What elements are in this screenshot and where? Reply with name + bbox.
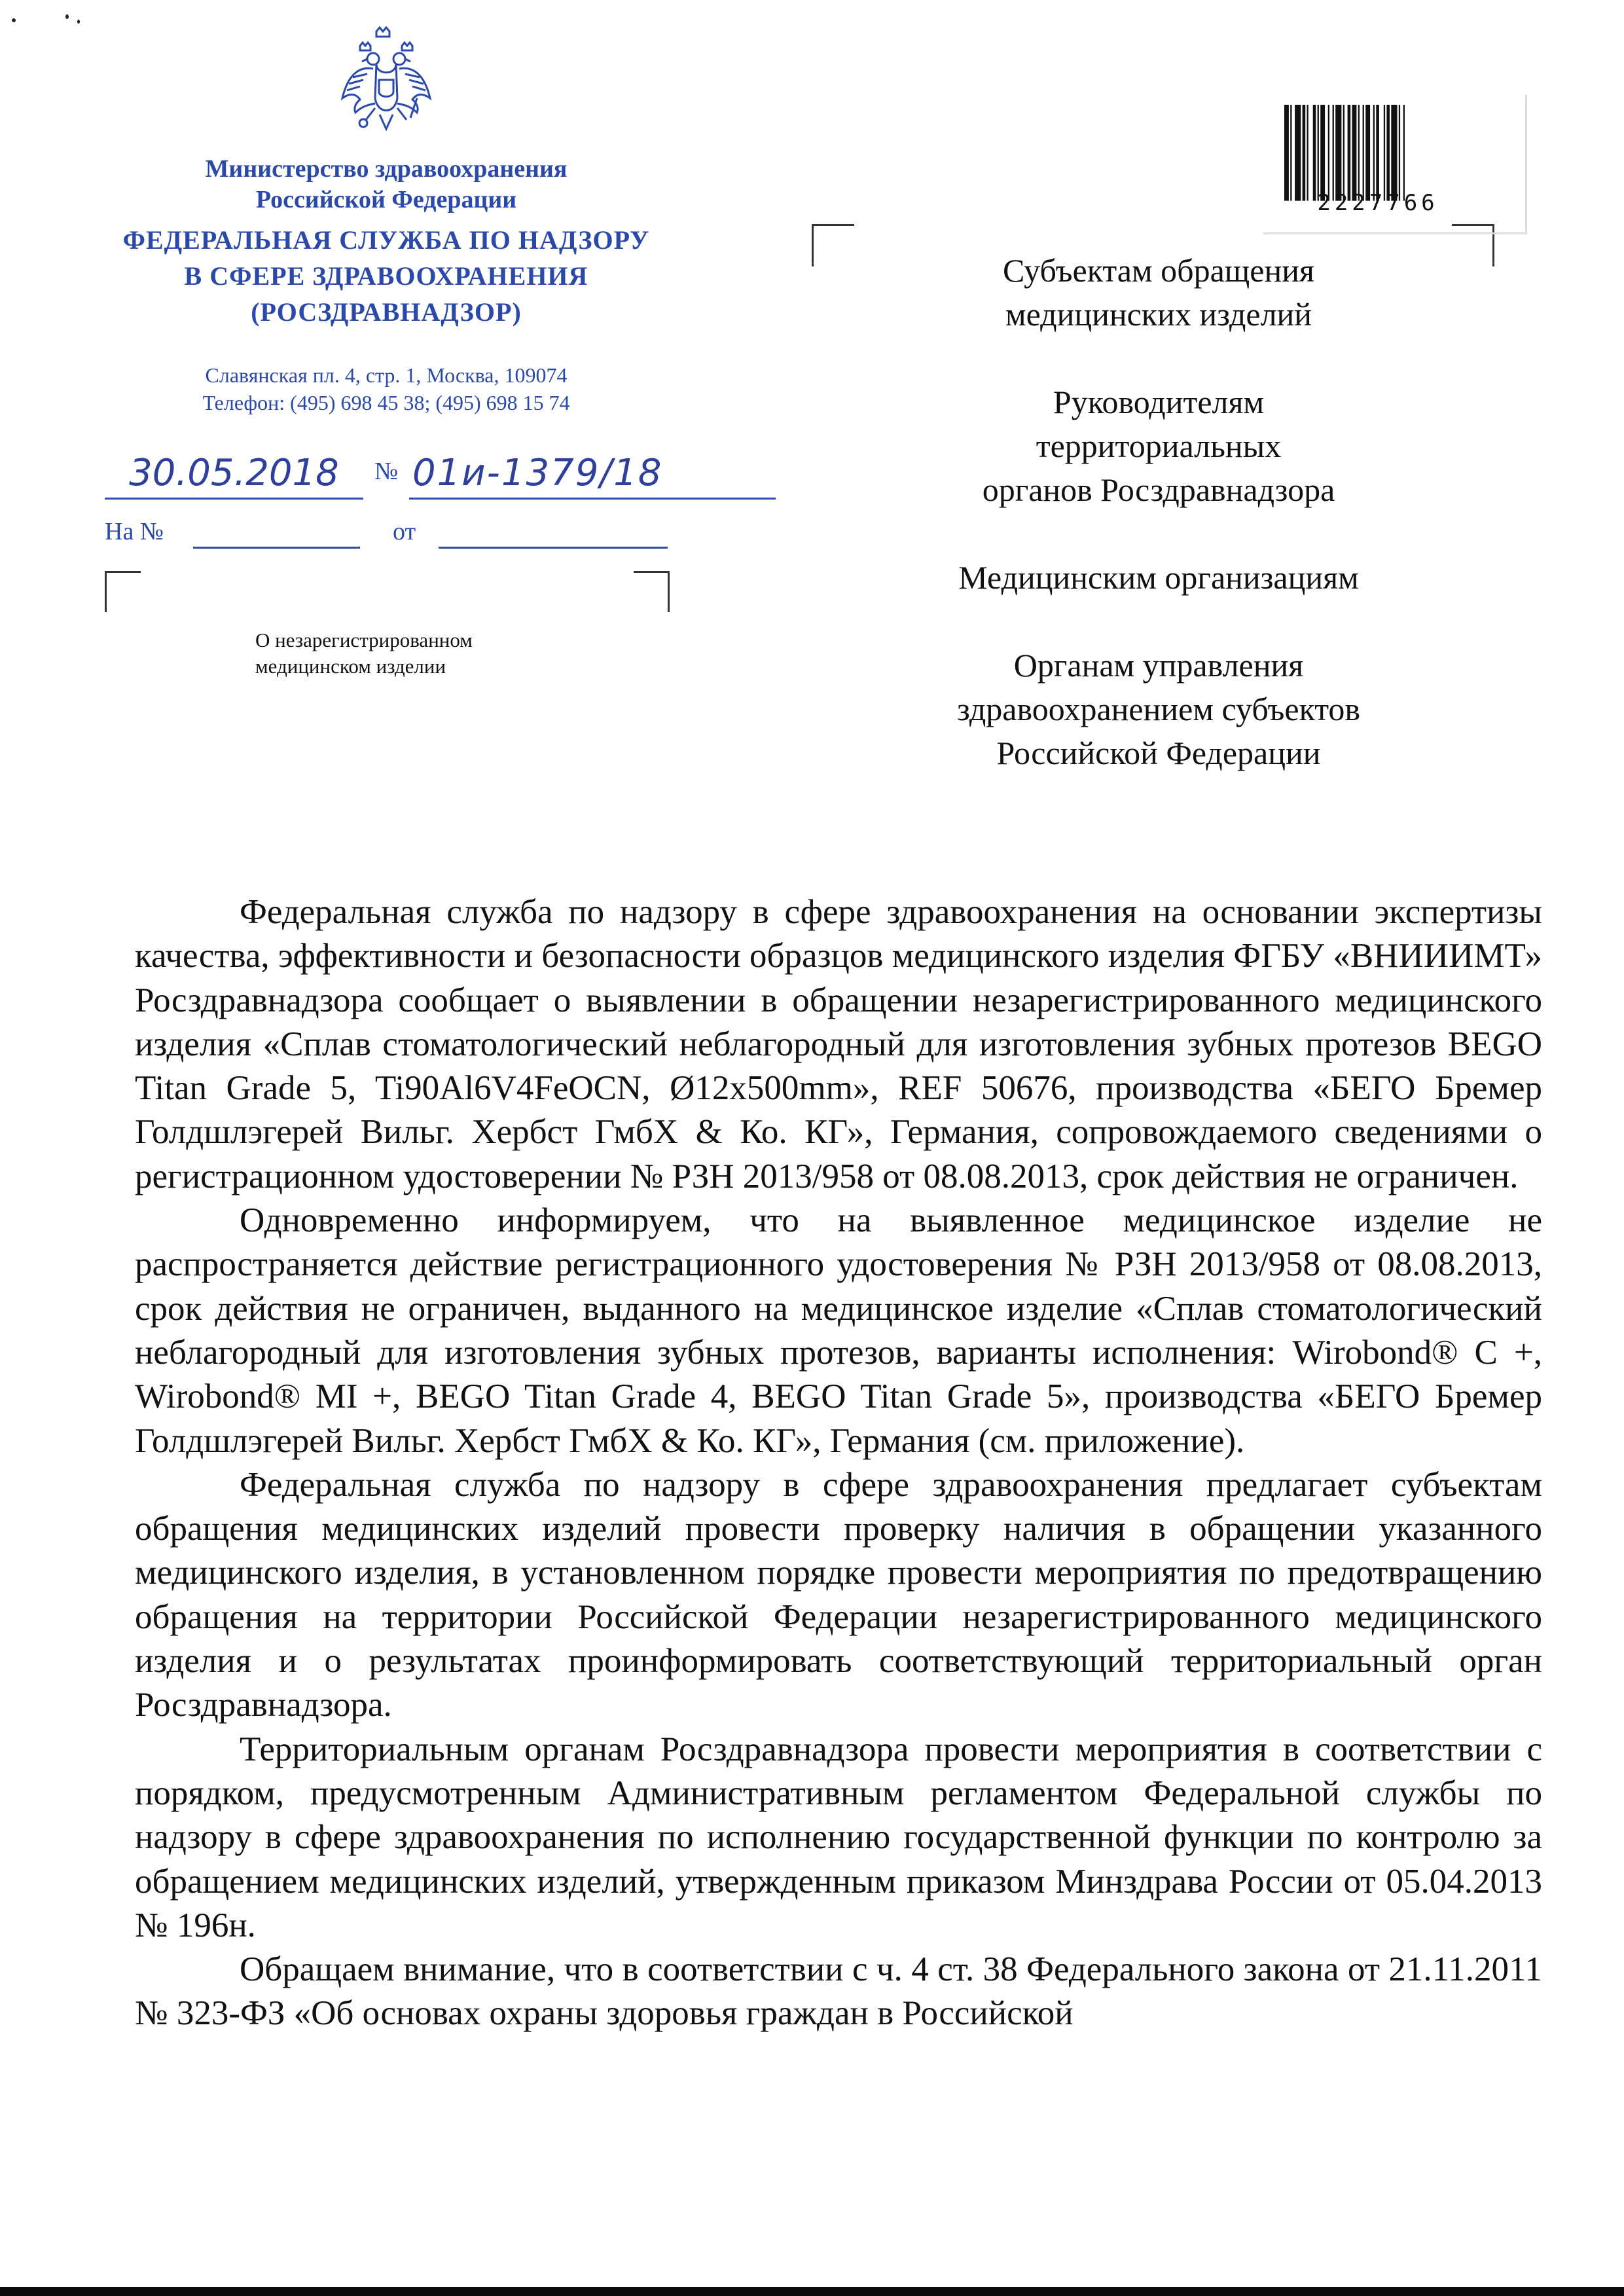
addressee-group [877, 380, 1440, 512]
reply-reference-line [105, 517, 681, 556]
service-line: В СФЕРЕ ЗДРАВООХРАНЕНИЯ [184, 261, 588, 291]
barcode-bar [1318, 105, 1319, 201]
addressee-group [877, 556, 1440, 600]
address-line: Славянская пл. 4, стр. 1, Москва, 109074 [205, 363, 568, 387]
barcode-bar [1384, 105, 1385, 201]
addressee-line: Медицинским организациям [958, 559, 1359, 596]
service-address [92, 361, 681, 416]
barcode-bar [1391, 105, 1397, 201]
ministry-line: Министерство здравоохранения [205, 155, 568, 183]
barcode-bar [1352, 105, 1357, 201]
body-paragraph: Территориальным органам Росздравнадзора провести мероприятия в соответствии с порядком, предусмотренным Административным регламентом Федеральной службы по надзору в сфере здравоохранения по исполнению государственной функции по контролю за обращением медицинских изделий, утвержденным приказом Минздрава России от 05.04.2013 № 196н. [135, 1730, 1542, 1944]
barcode-bar [1348, 105, 1351, 201]
addressee-line: органов Росздравнадзора [982, 471, 1335, 508]
barcode-bar [1358, 105, 1360, 201]
ministry-name [92, 154, 681, 215]
subject-text [255, 627, 583, 680]
barcode-bar [1386, 105, 1390, 201]
addressee-line: Руководителям [1053, 384, 1265, 420]
coat-of-arms-icon [337, 26, 435, 134]
barcode-bar [1307, 105, 1308, 201]
date-underline [105, 498, 363, 500]
scan-speck [65, 14, 69, 19]
subject-line: медицинском изделии [255, 655, 446, 678]
service-line: ФЕДЕРАЛЬНАЯ СЛУЖБА ПО НАДЗОРУ [122, 225, 650, 255]
barcode-bar [1363, 105, 1364, 201]
scan-speck [77, 20, 80, 24]
service-name [92, 222, 681, 330]
barcode-bar [1399, 105, 1400, 201]
barcode-bar [1365, 105, 1370, 201]
barcode-bar [1335, 105, 1341, 201]
barcode-bar [1290, 105, 1291, 201]
letter-body [135, 890, 1542, 2036]
registration-date: 30.05.2018 [129, 452, 339, 494]
scan-edge [0, 2287, 1624, 2296]
ministry-line: Российской Федерации [255, 186, 517, 213]
barcode-bar [1343, 105, 1344, 201]
registration-number: 01и-1379/18 [412, 452, 663, 494]
body-paragraph: Федеральная служба по надзору в сфере здравоохранения предлагает субъектам обращения медицинских изделий провести проверку наличия в обращении указанного медицинского изделия, в установленном порядке провести мероприятия по предотвращению обращения на территории Российской Федерации незарегистрированного медицинского изделия и о результатах проинформировать соответствующий территориальный орган Росздравнадзора. [135, 1465, 1542, 1724]
barcode-bar [1295, 105, 1301, 201]
body-paragraph: Федеральная служба по надзору в сфере здравоохранения на основании экспертизы качества, эффективности и безопасности образцов медицинского изделия ФГБУ «ВНИИИМТ» Росздравнадзора сообщает о выявлении в обращении незарегистрированного медицинского изделия «Сплав стоматологический неблагородный для изготовления зубных протезов BEGO Titan Grade 5, Ti90Al6V4FeOCN, Ø12x500mm», REF 50676, производства «БЕГО Бремер Голдшлэгерей Вильг. Хербст ГмбХ & Ко. КГ», Германия, сопровождаемого сведениями о регистрационном удостоверении № РЗН 2013/958 от 08.08.2013, срок действия не ограничен. [135, 893, 1542, 1195]
number-label: № [374, 458, 399, 485]
service-line: (РОСЗДРАВНАДЗОР) [251, 297, 522, 327]
registration-line [105, 452, 681, 504]
subject-bracket-left [105, 571, 141, 612]
addressee-line: территориальных [1036, 428, 1282, 464]
addressee-line: Российской Федерации [996, 735, 1321, 771]
subject-bracket-right [634, 571, 670, 612]
addressee-line: Органам управления [1013, 647, 1304, 683]
barcode-bar [1333, 105, 1334, 201]
body-paragraph: Обращаем внимание, что в соответствии с ч. 4 ст. 38 Федерального закона от 21.11.2011 № 323-ФЗ «Об основах охраны здоровья граждан в Российской [135, 1950, 1542, 2033]
reply-date-label: от [393, 518, 416, 545]
address-bracket-left [812, 224, 854, 266]
barcode-bar [1313, 105, 1316, 201]
reply-number-label: На № [105, 518, 164, 545]
addressee-block [877, 249, 1440, 819]
phone-line: Телефон: (495) 698 45 38; (495) 698 15 74 [202, 391, 570, 414]
subject-line: О незарегистрированном [255, 629, 473, 651]
barcode-bar [1328, 105, 1329, 201]
body-paragraph: Одновременно информируем, что на выявленное медицинское изделие не распространяется действие регистрационного удостоверения № РЗН 2013/958 от 08.08.2013, срок действия не ограничен, выданного на медицинское изделие «Сплав стоматологический неблагородный для изготовления зубных протезов, варианты исполнения: Wirobond® C +, Wirobond® MI +, BEGO Titan Grade 4, BEGO Titan Grade 5», производства «БЕГО Бремер Голдшлэгерей Вильг. Хербст ГмбХ & Ко. КГ», Германия (см. приложение). [135, 1201, 1542, 1460]
reply-date-blank [439, 547, 668, 549]
barcode-bar [1320, 105, 1325, 201]
addressee-line: здравоохранением субъектов [956, 691, 1361, 727]
letterhead [92, 26, 681, 416]
addressee-group [877, 644, 1440, 775]
barcode-bar [1403, 105, 1405, 201]
addressee-line: Субъектам обращения [1003, 252, 1314, 289]
addressee-group [877, 249, 1440, 337]
addressee-line: медицинских изделий [1005, 296, 1312, 333]
number-underline [409, 498, 776, 500]
barcode-bar [1284, 105, 1289, 201]
reply-number-blank [193, 547, 360, 549]
barcode-bar [1373, 105, 1375, 201]
barcode-bar [1303, 105, 1306, 201]
scan-speck [12, 18, 16, 22]
barcode-bar [1376, 105, 1379, 201]
barcode-number: 2227766 [1317, 190, 1439, 216]
